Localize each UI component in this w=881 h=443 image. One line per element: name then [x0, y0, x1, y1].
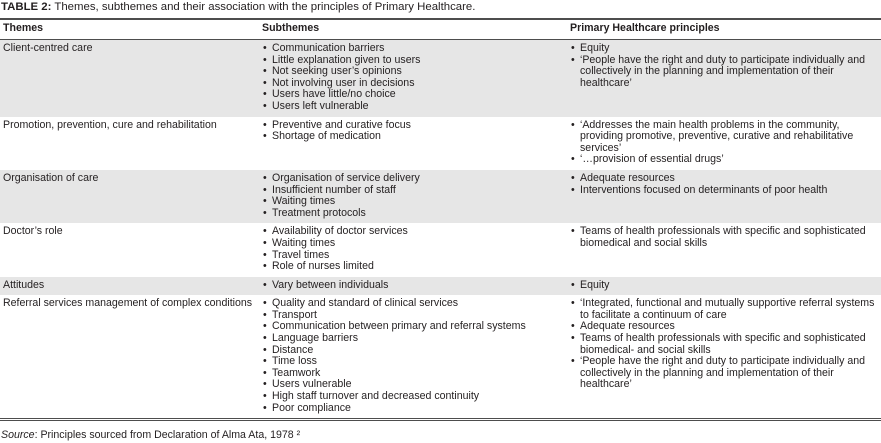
table-row [0, 223, 881, 276]
principle-item: • Equity [570, 43, 878, 55]
subthemes-cell [259, 170, 567, 223]
principle-item: • Teams of health professionals with specific and sophisticated biomedical- and social skills [570, 333, 878, 356]
subtheme-item: • Travel times [262, 250, 564, 262]
subtheme-item: • Shortage of medication [262, 131, 564, 143]
subtheme-item: • Communication between primary and referral systems [262, 321, 564, 333]
principles-list [570, 173, 878, 196]
subthemes-cell [259, 117, 567, 170]
table-row [0, 295, 881, 419]
subtheme-item: • Language barriers [262, 333, 564, 345]
table-row [0, 170, 881, 223]
principle-item: • ‘…provision of essential drugs’ [570, 154, 878, 166]
subtheme-item: • High staff turnover and decreased continuity [262, 391, 564, 403]
principle-item: • ‘Integrated, functional and mutually supportive referral systems to facilitate a continuum of care [570, 298, 878, 321]
table-title: Themes, subthemes and their association with the principles of Primary Healthcare. [51, 1, 476, 13]
source-text: : Principles sourced from Declaration of Alma Ata, 1978 ² [34, 429, 301, 441]
subtheme-item: • Role of nurses limited [262, 261, 564, 273]
theme-cell: Referral services management of complex conditions [3, 297, 253, 310]
theme-cell: Doctor’s role [3, 225, 63, 238]
subtheme-item: • Insufficient number of staff [262, 185, 564, 197]
theme-cell: Organisation of care [0, 170, 259, 223]
table-label: TABLE 2: [1, 1, 52, 13]
subthemes-cell [259, 295, 567, 419]
subtheme-item: • Quality and standard of clinical services [262, 298, 564, 310]
subtheme-item: • Availability of doctor services [262, 226, 564, 238]
theme-cell: Attitudes [0, 277, 259, 296]
table-caption [1, 2, 475, 14]
table-source-note [1, 430, 300, 442]
subtheme-item: • Not involving user in decisions [262, 78, 564, 90]
principles-cell [567, 117, 881, 170]
principle-item: • Teams of health professionals with specific and sophisticated biomedical and social skills [570, 226, 878, 249]
theme-cell: Client-centred care [0, 40, 259, 117]
subthemes-cell [259, 40, 567, 117]
subthemes-list [262, 173, 564, 219]
subthemes-cell [259, 223, 567, 276]
principles-cell [567, 277, 881, 296]
principle-item: • ‘Addresses the main health problems in the community, providing promotive, preventive, curative and rehabilitative services’ [570, 120, 878, 155]
subtheme-item: • Communication barriers [262, 43, 564, 55]
header-principles: Primary Healthcare principles [567, 19, 881, 40]
principles-list [570, 298, 878, 391]
principle-item: • Interventions focused on determinants of poor health [570, 185, 878, 197]
principles-cell [567, 223, 881, 276]
subthemes-list [262, 43, 564, 113]
principles-list [570, 120, 878, 166]
subtheme-item: • Waiting times [262, 196, 564, 208]
header-subthemes: Subthemes [259, 19, 567, 40]
subtheme-item: • Poor compliance [262, 403, 564, 415]
principles-list [570, 280, 878, 292]
subthemes-cell [259, 277, 567, 296]
subtheme-item: • Preventive and curative focus [262, 120, 564, 132]
principles-list [570, 226, 878, 249]
subtheme-item: • Teamwork [262, 368, 564, 380]
subtheme-item: • Users vulnerable [262, 379, 564, 391]
subtheme-item: • Vary between individuals [262, 280, 564, 292]
table-row [0, 277, 881, 296]
header-themes: Themes [0, 19, 259, 40]
subthemes-list [262, 298, 564, 414]
table-row [0, 40, 881, 117]
subthemes-list [262, 120, 564, 143]
principles-cell [567, 170, 881, 223]
subtheme-item: • Not seeking user’s opinions [262, 66, 564, 78]
subtheme-item: • Distance [262, 345, 564, 357]
subtheme-item: • Waiting times [262, 238, 564, 250]
subthemes-list [262, 226, 564, 272]
subthemes-list [262, 280, 564, 292]
principles-list [570, 43, 878, 89]
subtheme-item: • Little explanation given to users [262, 55, 564, 67]
subtheme-item: • Transport [262, 310, 564, 322]
table-row [0, 117, 881, 170]
principle-item: • Equity [570, 280, 878, 292]
principles-cell [567, 295, 881, 419]
subtheme-item: • Users left vulnerable [262, 101, 564, 113]
subtheme-item: • Organisation of service delivery [262, 173, 564, 185]
principle-item: • Adequate resources [570, 321, 878, 333]
source-label: Source [1, 429, 35, 441]
subtheme-item: • Users have little/no choice [262, 89, 564, 101]
principles-cell [567, 40, 881, 117]
table-header-row [0, 19, 881, 40]
subtheme-item: • Treatment protocols [262, 208, 564, 220]
theme-cell: Promotion, prevention, cure and rehabilitation [3, 118, 217, 131]
principle-item: • Adequate resources [570, 173, 878, 185]
subtheme-item: • Time loss [262, 356, 564, 368]
themes-table [0, 18, 881, 421]
principle-item: • ‘People have the right and duty to participate individually and collectively in the planning and implementation of their healthcare’ [570, 55, 878, 90]
principle-item: • ‘People have the right and duty to participate individually and collectively in the planning and implementation of their healthcare’ [570, 356, 878, 391]
